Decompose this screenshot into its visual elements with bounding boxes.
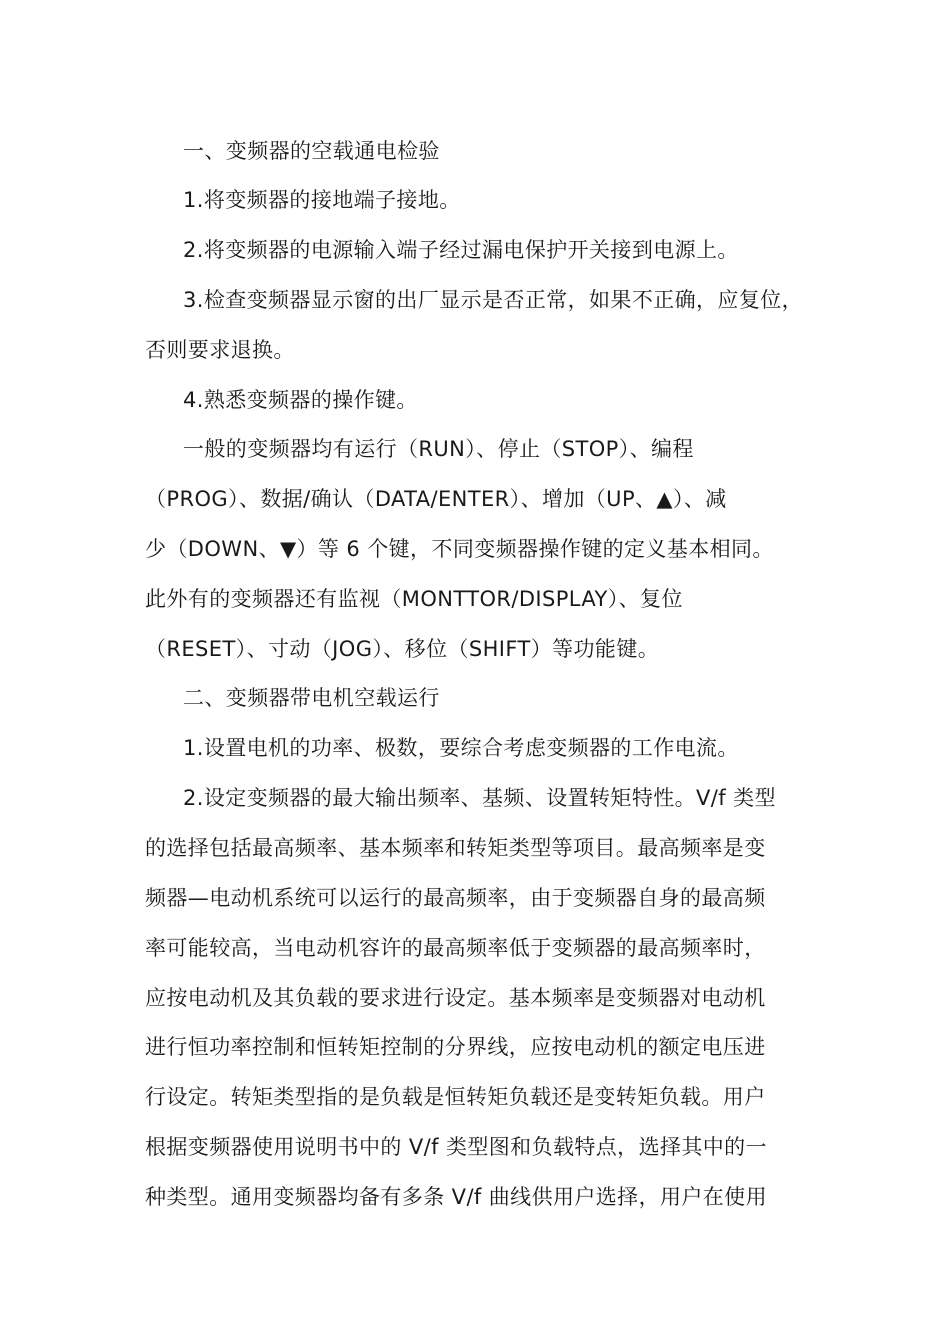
step-2-power: 2.将变频器的电源输入端子经过漏电保护开关接到电源上。 <box>183 238 739 262</box>
run-step-2-line-1: 2.设定变频器的最大输出频率、基频、设置转矩特性。V/f 类型 <box>183 786 776 810</box>
run-step-1-motor-settings: 1.设置电机的功率、极数，要综合考虑变频器的工作电流。 <box>183 736 739 760</box>
step-3-display-check: 3.检查变频器显示窗的出厂显示是否正常，如果不正确，应复位， <box>183 288 804 312</box>
keys-paragraph-line-2: （PROG）、数据/确认（DATA/ENTER）、增加（UP、▲）、减 <box>145 487 727 511</box>
keys-paragraph-line-1: 一般的变频器均有运行（RUN）、停止（STOP）、编程 <box>183 437 694 461</box>
step-3-continued: 否则要求退换。 <box>145 338 295 362</box>
run-step-2-line-8: 根据变频器使用说明书中的 V/f 类型图和负载特点，选择其中的一 <box>145 1135 767 1159</box>
step-1-ground: 1.将变频器的接地端子接地。 <box>183 188 461 212</box>
keys-paragraph-line-3: 少（DOWN、▼）等 6 个键，不同变频器操作键的定义基本相同。 <box>145 537 774 561</box>
run-step-2-line-4: 率可能较高，当电动机容许的最高频率低于变频器的最高频率时， <box>145 936 766 960</box>
step-4-keys: 4.熟悉变频器的操作键。 <box>183 388 418 412</box>
run-step-2-line-9: 种类型。通用变频器均备有多条 V/f 曲线供用户选择，用户在使用 <box>145 1185 767 1209</box>
keys-paragraph-line-4: 此外有的变频器还有监视（MONTTOR/DISPLAY）、复位 <box>145 587 683 611</box>
run-step-2-line-3: 频器—电动机系统可以运行的最高频率，由于变频器自身的最高频 <box>145 886 766 910</box>
heading-no-load-power-test: 一、变频器的空载通电检验 <box>183 139 440 163</box>
run-step-2-line-5: 应按电动机及其负载的要求进行设定。基本频率是变频器对电动机 <box>145 986 766 1010</box>
run-step-2-line-6: 进行恒功率控制和恒转矩控制的分界线，应按电动机的额定电压进 <box>145 1035 766 1059</box>
run-step-2-line-7: 行设定。转矩类型指的是负载是恒转矩负载还是变转矩负载。用户 <box>145 1085 766 1109</box>
keys-paragraph-line-5: （RESET）、寸动（JOG）、移位（SHIFT）等功能键。 <box>145 637 660 661</box>
run-step-2-line-2: 的选择包括最高频率、基本频率和转矩类型等项目。最高频率是变 <box>145 836 766 860</box>
heading-motor-no-load-run: 二、变频器带电机空载运行 <box>183 686 440 710</box>
